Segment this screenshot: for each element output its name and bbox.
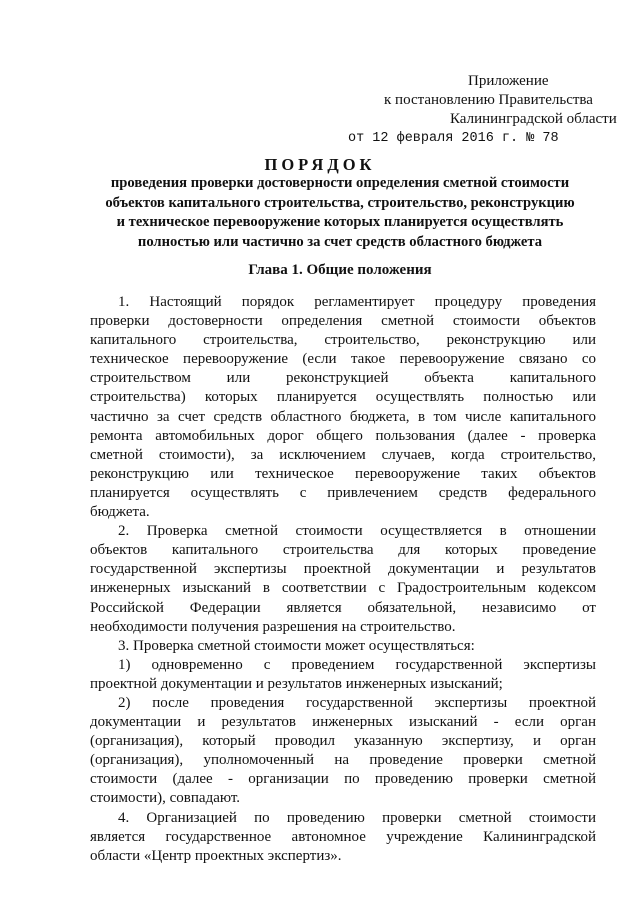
body-line: строительства) которых планируется осуществлять полностью или [90,389,596,406]
body-line: капитального строительства, строительство, реконструкцию или [90,332,596,349]
chapter-heading: Глава 1. Общие положения [248,262,432,278]
body-line: необходимости получения разрешения на строительство. [90,618,456,635]
body-line: стоимости (далее - организации по проведению проверки сметной [90,771,596,788]
body-line: техническое перевооружение (если такое перевооружение связано со [90,351,596,368]
body-line: 1) одновременно с проведением государственной экспертизы [118,656,596,673]
body-line: (организация), который проводил указанную экспертизу, и орган [90,733,596,750]
body-line: объектов капитального строительства для которых проведение [90,542,596,559]
body-line: проверки достоверности определения сметной стоимости объектов [90,313,596,330]
body-line: 3. Проверка сметной стоимости может осуществляться: [118,637,475,654]
body-line: частично за счет средств областного бюджета, в том числе капитального [90,408,596,425]
body-line: документации и результатов инженерных изысканий - если орган [90,714,596,731]
appendix-resolution-ref: к постановлению Правительства [384,92,593,108]
subtitle-line: проведения проверки достоверности определения сметной стоимости [110,175,570,191]
subtitle-line: объектов капитального строительства, строительство, реконструкцию [105,194,575,211]
body-line: сметной стоимости), за исключением случаев, когда строительство, [90,446,596,463]
appendix-label: Приложение [468,73,549,89]
appendix-date-number: от 12 февраля 2016 г. № 78 [348,131,559,146]
body-line: (организация), уполномоченный на проведение проверки сметной [90,752,596,769]
body-line: является государственное автономное учреждение Калининградской [90,828,596,845]
subtitle-line: и техническое перевооружение которых планируется осуществлять [116,214,564,231]
body-line: инженерных изысканий в соответствии с Градостроительным кодексом [90,580,596,597]
body-line: проектной документации и результатов инженерных изысканий; [90,675,503,692]
body-line: строительством или реконструкцией объекта капитального [90,370,596,387]
subtitle-line: полностью или частично за счет средств областного бюджета [137,233,543,250]
body-line: 2) после проведения государственной экспертизы проектной [118,694,596,711]
body-line: реконструкцию или техническое перевооружение таких объектов [90,465,596,482]
document-subtitle [86,174,594,252]
body-line: ремонта автомобильных дорог общего пользования (далее - проверка [90,427,596,444]
document-body [90,293,596,866]
body-line: бюджета. [90,504,150,521]
appendix-region: Калининградской области [450,111,617,127]
body-line: стоимости), совпадают. [90,790,241,807]
document-title: ПОРЯДОК [264,155,376,174]
body-line: государственной экспертизы проектной документации и результатов [90,561,596,578]
body-line: области «Центр проектных экспертиз». [90,847,342,864]
body-line: 2. Проверка сметной стоимости осуществляется в отношении [118,523,596,540]
appendix-header [340,72,617,148]
body-line: 4. Организацией по проведению проверки сметной стоимости [118,809,596,826]
body-line: планируется осуществлять с привлечением средств федерального [90,484,596,501]
body-line: Российской Федерации является обязательной, независимо от [90,599,596,616]
body-line: 1. Настоящий порядок регламентирует процедуру проведения [118,294,596,310]
